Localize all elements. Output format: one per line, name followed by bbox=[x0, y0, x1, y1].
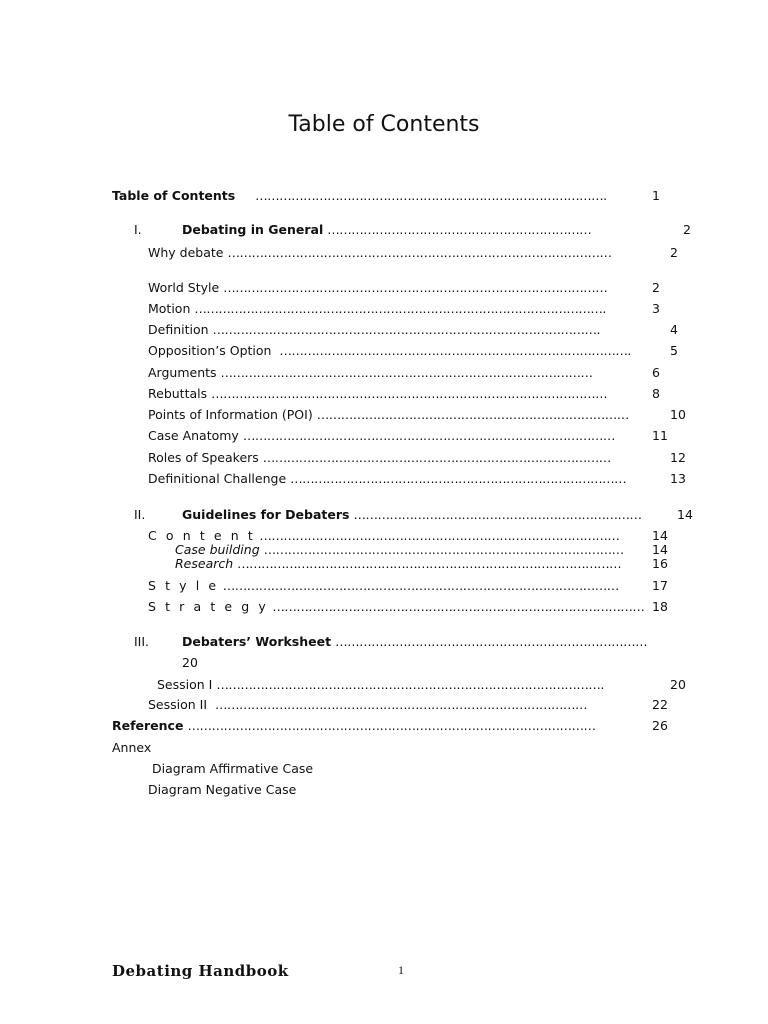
toc-page-number: 17 bbox=[652, 578, 668, 593]
toc-entry-session-1[interactable] bbox=[157, 677, 604, 693]
toc-leader: …………………………………………………………………… bbox=[316, 407, 629, 422]
toc-label: S t y l e bbox=[148, 578, 219, 593]
toc-entry-research[interactable] bbox=[175, 556, 621, 572]
toc-page-number: 14 bbox=[652, 542, 668, 557]
toc-leader: …………………………………………………………………………………… bbox=[227, 245, 612, 260]
section-numeral: I. bbox=[134, 222, 142, 237]
toc-leader: ………………………………………………………………………… bbox=[290, 471, 627, 486]
toc-entry-definitional-challenge[interactable] bbox=[148, 471, 626, 487]
toc-page-number: 6 bbox=[652, 365, 660, 380]
toc-entry-poi[interactable] bbox=[148, 407, 629, 423]
toc-label: Case Anatomy bbox=[148, 428, 239, 443]
toc-leader: ………………………………………………………… bbox=[327, 222, 592, 237]
toc-label: Case building bbox=[175, 542, 260, 557]
toc-label: Session I bbox=[157, 677, 213, 692]
toc-leader: ……………………………………………………………………………. bbox=[279, 343, 631, 358]
toc-page-number: 13 bbox=[670, 471, 686, 486]
toc-page-number: 2 bbox=[683, 222, 691, 237]
toc-page-number: 14 bbox=[677, 507, 693, 522]
toc-entry-world-style[interactable] bbox=[148, 280, 607, 296]
toc-label: Debaters’ Worksheet bbox=[182, 634, 332, 649]
toc-entry-reference[interactable] bbox=[112, 718, 595, 734]
toc-leader: …………………………………………………………………………………………. bbox=[194, 301, 606, 316]
toc-entry-diagram-affirmative[interactable]: Diagram Affirmative Case bbox=[152, 761, 314, 776]
footer-page-number: 1 bbox=[398, 963, 404, 977]
toc-label: Rebuttals bbox=[148, 386, 208, 401]
toc-leader: …………………………………………………………………………… bbox=[262, 450, 611, 465]
toc-label: C o n t e n t bbox=[148, 528, 256, 543]
toc-page-number: 5 bbox=[670, 343, 678, 358]
section-numeral: III. bbox=[134, 634, 150, 649]
toc-leader: ………………………………………………………………………………… bbox=[220, 365, 593, 380]
toc-entry-style[interactable] bbox=[148, 578, 619, 594]
toc-leader: ………………………………………………………………………………………… bbox=[187, 718, 596, 733]
toc-label: Motion bbox=[148, 301, 191, 316]
toc-label: World Style bbox=[148, 280, 220, 295]
toc-page-number: 14 bbox=[652, 528, 668, 543]
toc-section-2[interactable] bbox=[134, 507, 641, 523]
toc-page-number: 11 bbox=[652, 428, 668, 443]
toc-label: Session II bbox=[148, 697, 208, 712]
toc-page-number: 2 bbox=[652, 280, 660, 295]
toc-leader: ………………………………………………………………………………… bbox=[215, 697, 587, 712]
footer-title: Debating Handbook bbox=[112, 962, 289, 980]
toc-label: Points of Information (POI) bbox=[148, 407, 313, 422]
toc-entry-strategy[interactable] bbox=[148, 599, 644, 615]
toc-leader: ……………………………………………………………………………… bbox=[259, 528, 620, 543]
toc-entry-rebuttals[interactable] bbox=[148, 386, 607, 402]
toc-entry-why-debate[interactable] bbox=[148, 245, 611, 261]
toc-leader: …………………………………………………………………………………… bbox=[237, 556, 622, 571]
toc-label: Arguments bbox=[148, 365, 217, 380]
toc-label: Reference bbox=[112, 718, 184, 733]
toc-leader: ……………………………………………………………………………………. bbox=[212, 322, 600, 337]
toc-page-number: 3 bbox=[652, 301, 660, 316]
toc-leader: ………………………………………………………………………………… bbox=[242, 428, 615, 443]
toc-entry-arguments[interactable] bbox=[148, 365, 593, 381]
toc-page-number: 18 bbox=[652, 599, 668, 614]
toc-label: Roles of Speakers bbox=[148, 450, 259, 465]
toc-label: Definition bbox=[148, 322, 209, 337]
toc-leader: ……………………………………………………………… bbox=[353, 507, 642, 522]
toc-leader: …………………………………………………………………………………… bbox=[223, 280, 608, 295]
toc-entry-definition[interactable] bbox=[148, 322, 600, 338]
toc-leader: ………………………………………………………………………………… bbox=[272, 599, 645, 614]
toc-page-number: 10 bbox=[670, 407, 686, 422]
toc-page-number: 8 bbox=[652, 386, 660, 401]
toc-page-number: 4 bbox=[670, 322, 678, 337]
toc-page-number: 22 bbox=[652, 697, 668, 712]
toc-entry-diagram-negative[interactable]: Diagram Negative Case bbox=[148, 782, 297, 797]
toc-entry-session-2[interactable] bbox=[148, 697, 587, 713]
toc-entry-annex[interactable]: Annex bbox=[112, 740, 152, 755]
toc-leader: ……………………………………………………………………………. bbox=[255, 188, 607, 203]
toc-label: Definitional Challenge bbox=[148, 471, 287, 486]
toc-page-number: 2 bbox=[670, 245, 678, 260]
toc-leader: ……………………………………………………………………………………. bbox=[216, 677, 604, 692]
toc-entry-oppositions-option[interactable] bbox=[148, 343, 631, 359]
toc-label: S t r a t e g y bbox=[148, 599, 269, 614]
toc-page-number: 26 bbox=[652, 718, 668, 733]
toc-page-number: 16 bbox=[652, 556, 668, 571]
toc-leader: ……………………………………………………………………………… bbox=[263, 542, 624, 557]
section-numeral: II. bbox=[134, 507, 146, 522]
toc-section-1[interactable] bbox=[134, 222, 591, 238]
toc-label: Research bbox=[175, 556, 234, 571]
toc-label: Why debate bbox=[148, 245, 224, 260]
toc-label: Opposition’s Option bbox=[148, 343, 272, 358]
toc-entry-roles-of-speakers[interactable] bbox=[148, 450, 611, 466]
toc-label: Debating in General bbox=[182, 222, 324, 237]
toc-entry-case-anatomy[interactable] bbox=[148, 428, 615, 444]
toc-leader: …………………………………………………………………… bbox=[335, 634, 648, 649]
toc-page-number: 1 bbox=[652, 188, 660, 203]
toc-leader: ……………………………………………………………………………………… bbox=[211, 386, 608, 401]
toc-label: Table of Contents bbox=[112, 188, 236, 203]
toc-page-number: 20 bbox=[670, 677, 686, 692]
page-title: Table of Contents bbox=[288, 112, 480, 137]
toc-entry-motion[interactable] bbox=[148, 301, 606, 317]
toc-label: Guidelines for Debaters bbox=[182, 507, 350, 522]
toc-section-3[interactable] bbox=[134, 634, 647, 650]
toc-page-number: 12 bbox=[670, 450, 686, 465]
toc-page-number: 20 bbox=[182, 655, 198, 670]
toc-leader: ……………………………………………………………………………………… bbox=[222, 578, 619, 593]
toc-entry-table-of-contents[interactable] bbox=[112, 188, 607, 204]
